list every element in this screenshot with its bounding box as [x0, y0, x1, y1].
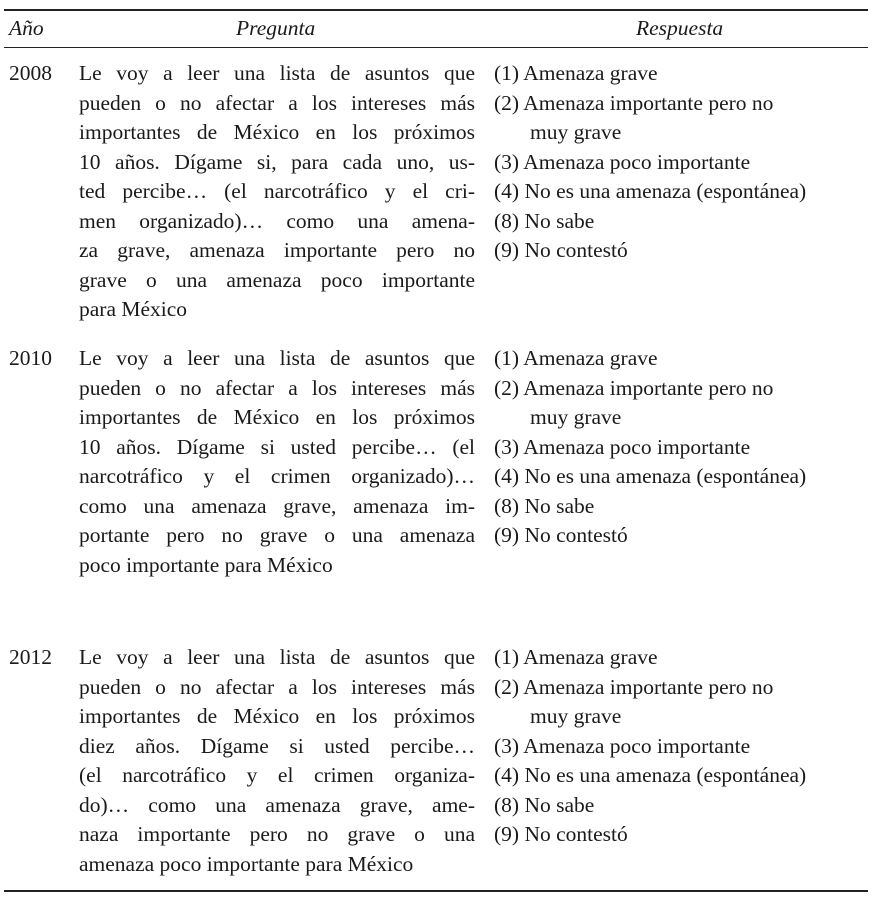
question-line: men organizado)… como una amena-: [79, 208, 475, 233]
question-line: pueden o no afectar a los intereses más: [79, 90, 475, 115]
question-line: como una amenaza grave, amenaza im-: [79, 493, 475, 518]
question-line: ted percibe… (el narcotráfico y el cri-: [79, 179, 475, 203]
answer-option: (4) No es una amenaza (espontánea): [494, 763, 807, 787]
question-line: pueden o no afectar a los intereses más: [79, 674, 475, 699]
question-line: naza importante pero no grave o una: [79, 822, 475, 846]
answer-option: (1) Amenaza grave: [494, 61, 658, 85]
answer-option: (1) Amenaza grave: [494, 645, 658, 669]
question-line: Le voy a leer una lista de asuntos que: [79, 61, 475, 85]
answer-option: (2) Amenaza importante pero no: [494, 375, 774, 400]
answer-option: (8) No sabe: [494, 493, 595, 518]
question-line: pueden o no afectar a los intereses más: [79, 375, 475, 400]
question-line: 10 años. Dígame si usted percibe… (el: [79, 434, 475, 459]
answer-option: (8) No sabe: [494, 208, 595, 233]
question-line: portante pero no grave o una amenaza: [79, 523, 475, 547]
question-line: grave o una amenaza poco importante: [79, 267, 475, 292]
header-question: Pregunta: [236, 16, 316, 40]
answer-option-continuation: muy grave: [530, 120, 622, 144]
header-rule: [4, 47, 868, 48]
row-question: [79, 344, 475, 580]
question-line: amenaza poco importante para México: [79, 851, 414, 876]
question-line: za grave, amenaza importante pero no: [79, 238, 475, 262]
row-question: [79, 59, 475, 325]
answer-option: (3) Amenaza poco importante: [494, 434, 751, 459]
question-line: poco importante para México: [79, 552, 333, 577]
row-year: 2008: [9, 61, 52, 85]
top-rule: [4, 9, 868, 11]
row-answers: [494, 59, 806, 266]
answer-option: (9) No contestó: [494, 523, 628, 547]
question-line: importantes de México en los próximos: [79, 405, 475, 429]
question-line: do)… como una amenaza grave, ame-: [79, 792, 475, 817]
row-answers: [494, 643, 806, 850]
question-line: (el narcotráfico y el crimen organiza-: [79, 763, 475, 787]
answer-option: (2) Amenaza importante pero no: [494, 674, 774, 699]
answer-option: (4) No es una amenaza (espontánea): [494, 179, 807, 203]
answer-option: (4) No es una amenaza (espontánea): [494, 464, 807, 488]
answer-option: (9) No contestó: [494, 238, 628, 262]
row-year: 2012: [9, 645, 52, 669]
question-line: importantes de México en los próximos: [79, 704, 475, 728]
answer-option: (3) Amenaza poco importante: [494, 733, 751, 758]
row-answers: [494, 344, 806, 551]
question-line: Le voy a leer una lista de asuntos que: [79, 645, 475, 669]
header-answer: Respuesta: [636, 16, 724, 40]
question-line: diez años. Dígame si usted percibe…: [79, 733, 475, 758]
question-line: 10 años. Dígame si, para cada uno, us-: [79, 149, 475, 174]
answer-option: (8) No sabe: [494, 792, 595, 817]
row-question: [79, 643, 475, 879]
question-line: importantes de México en los próximos: [79, 120, 475, 144]
answer-option: (2) Amenaza importante pero no: [494, 90, 774, 115]
answer-option: (1) Amenaza grave: [494, 346, 658, 370]
answer-option-continuation: muy grave: [530, 405, 622, 429]
question-line: narcotráfico y el crimen organizado)…: [79, 464, 475, 488]
answer-option: (3) Amenaza poco importante: [494, 149, 751, 174]
question-line: para México: [79, 297, 188, 321]
answer-option-continuation: muy grave: [530, 704, 622, 728]
header-year: Año: [9, 16, 44, 40]
bottom-rule: [4, 890, 868, 892]
answer-option: (9) No contestó: [494, 822, 628, 846]
question-line: Le voy a leer una lista de asuntos que: [79, 346, 475, 370]
row-year: 2010: [9, 346, 52, 370]
